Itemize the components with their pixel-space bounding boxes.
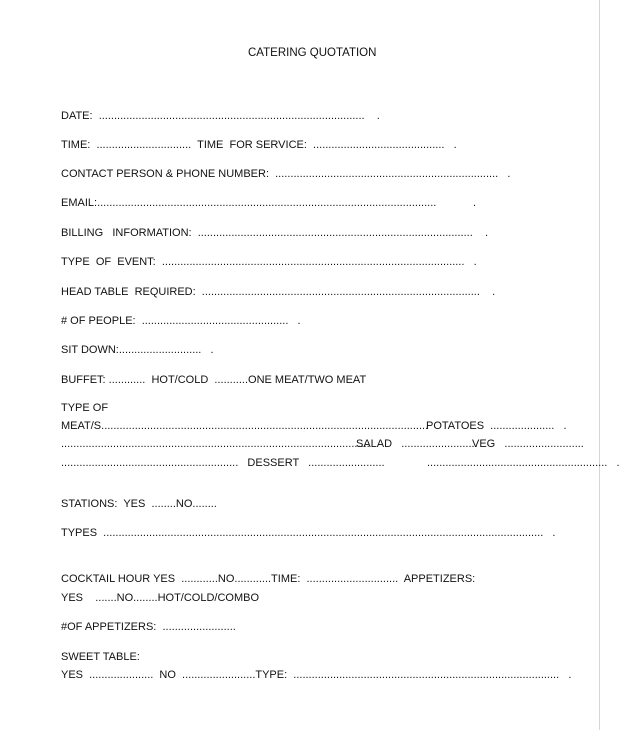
time-field: TIME: ............................... TIME FOR SERVICE: ........................................... . (61, 139, 457, 151)
cocktail-hour-field: COCKTAIL HOUR YES ............NO............TIME: .............................. APPETIZERS: (61, 573, 476, 585)
contact-field: CONTACT PERSON & PHONE NUMBER: ......................................................................... . (61, 168, 511, 180)
dessert-field: .......................................................... DESSERT ......................... (61, 457, 385, 469)
event-type-field: TYPE OF EVENT: ................................................................................................... . (61, 256, 477, 268)
page-edge (599, 0, 600, 730)
salad-field: SALAD ......................... (356, 438, 478, 450)
cocktail-options-field: YES .......NO........HOT/COLD/COMBO (61, 592, 260, 604)
stations-field: STATIONS: YES ........NO........ (61, 498, 217, 510)
type-of-label: TYPE OF (61, 402, 109, 414)
num-appetizers-field: #OF APPETIZERS: ........................ (61, 621, 236, 633)
email-field: EMAIL:............................................................................................................... . (61, 197, 477, 209)
sweet-table-field: YES ..................... NO ........................TYPE: ....................................................................................... . (61, 669, 572, 681)
veg-field: VEG .......................... (472, 438, 584, 450)
meats-field: MEAT/S........................................................................................................... (61, 420, 429, 432)
sit-down-field: SIT DOWN:........................... . (61, 344, 214, 356)
billing-field: BILLING INFORMATION: .......................................................................................... . (61, 227, 489, 239)
types-field: TYPES ................................................................................................................................................ . (61, 527, 556, 539)
sweet-table-label: SWEET TABLE: (61, 651, 140, 663)
date-field: DATE: ....................................................................................... . (61, 110, 380, 122)
head-table-field: HEAD TABLE REQUIRED: ........................................................................................... . (61, 286, 496, 298)
meats-row-3-end: ........................................................... . (427, 457, 620, 469)
meats-row-2: ..................................................................................................... (61, 438, 370, 450)
potatoes-field: POTATOES ..................... . (426, 420, 567, 432)
buffet-field: BUFFET: ............ HOT/COLD ...........ONE MEAT/TWO MEAT (61, 374, 367, 386)
people-field: # OF PEOPLE: ................................................ . (61, 315, 301, 327)
document-title: CATERING QUOTATION (248, 47, 377, 59)
